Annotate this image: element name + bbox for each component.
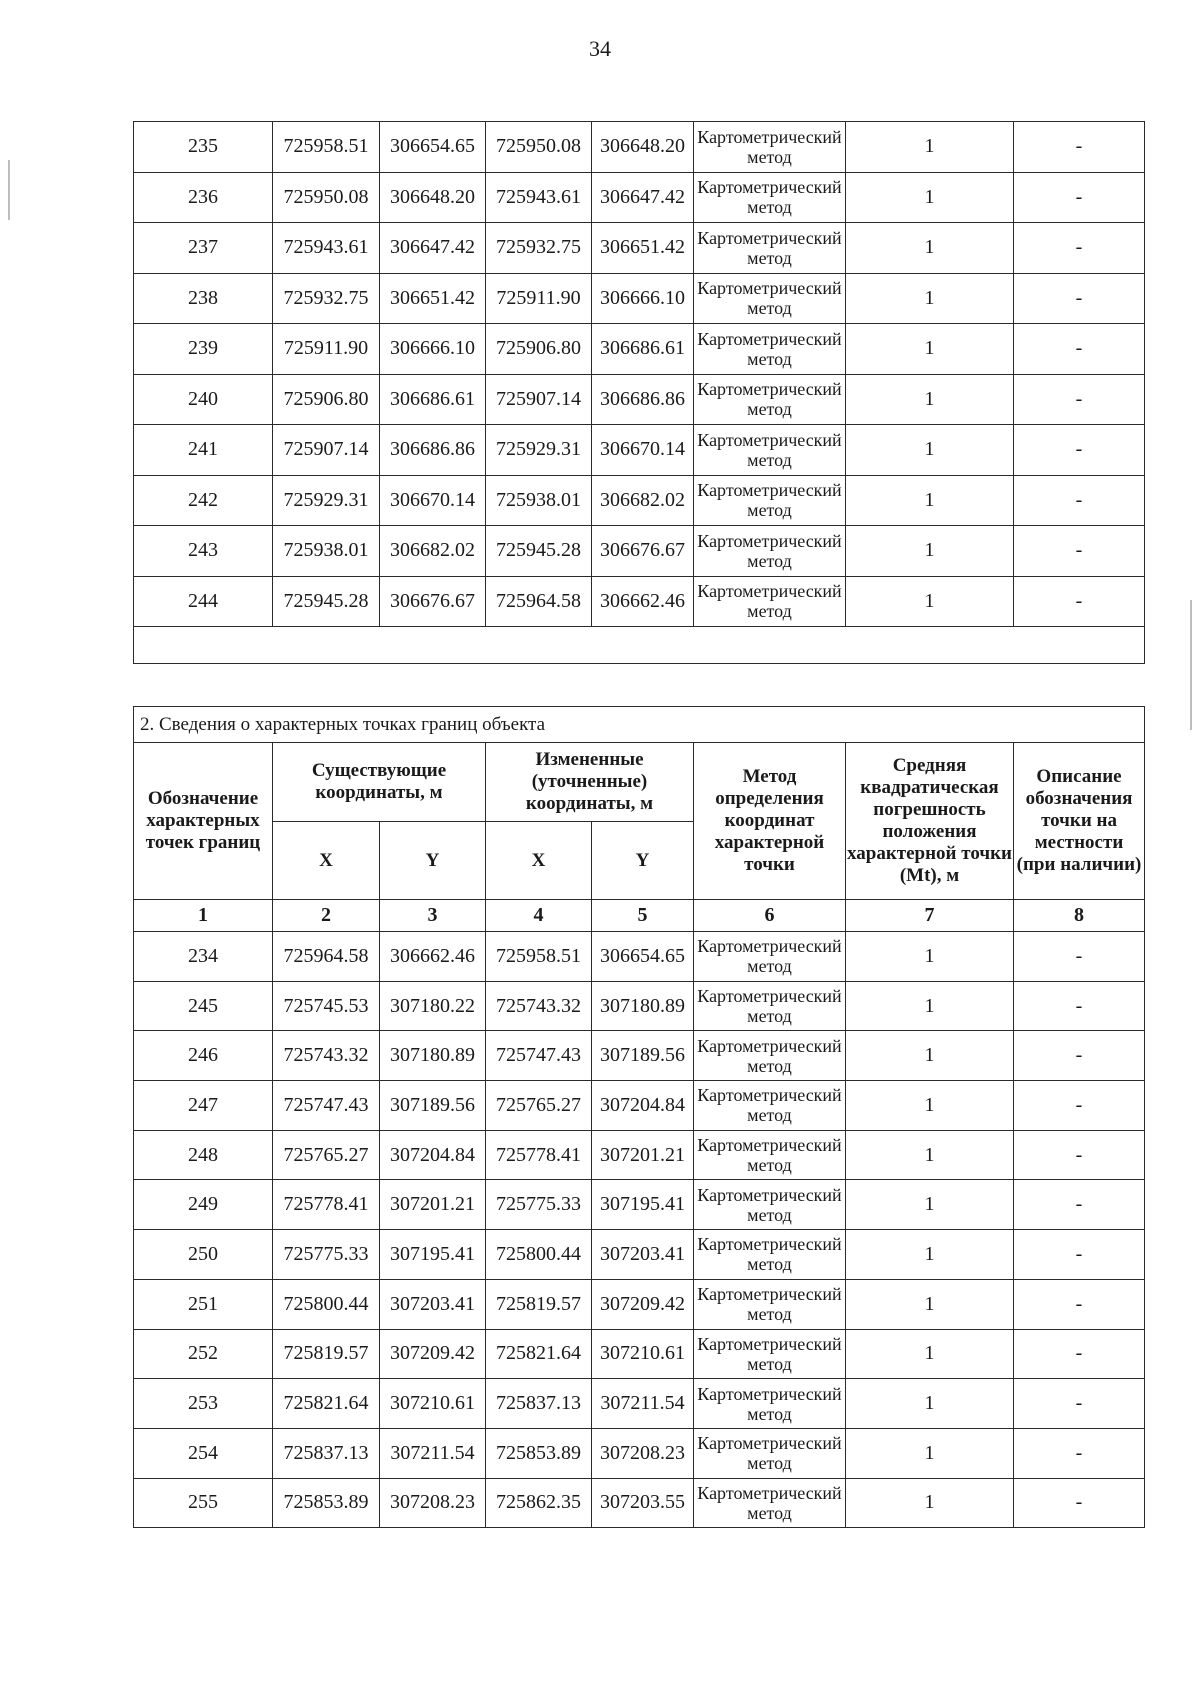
changed-y-cell: 307208.23 [592, 1428, 694, 1478]
existing-y-cell: 307204.84 [380, 1130, 486, 1180]
existing-y-cell: 306676.67 [380, 576, 486, 627]
header-description: Описание обозначения точки на местности (при наличии) [1014, 743, 1145, 900]
table-row [134, 122, 1145, 173]
existing-y-cell: 307210.61 [380, 1379, 486, 1429]
description-cell: - [1014, 1230, 1145, 1280]
changed-x-cell: 725800.44 [486, 1230, 592, 1280]
description-cell: - [1014, 1379, 1145, 1429]
error-cell: 1 [846, 273, 1014, 324]
point-id-cell: 246 [134, 1031, 273, 1081]
error-cell: 1 [846, 1279, 1014, 1329]
existing-y-cell: 306647.42 [380, 223, 486, 274]
existing-y-cell: 306662.46 [380, 932, 486, 982]
error-cell: 1 [846, 475, 1014, 526]
point-id-cell: 238 [134, 273, 273, 324]
changed-y-cell: 307201.21 [592, 1130, 694, 1180]
changed-y-cell: 307195.41 [592, 1180, 694, 1230]
method-cell: Картометрический метод [694, 981, 846, 1031]
changed-y-cell: 306648.20 [592, 122, 694, 173]
error-cell: 1 [846, 1329, 1014, 1379]
changed-y-cell: 306676.67 [592, 526, 694, 577]
changed-y-cell: 307210.61 [592, 1329, 694, 1379]
method-cell: Картометрический метод [694, 1081, 846, 1131]
changed-y-cell: 306647.42 [592, 172, 694, 223]
column-number: 4 [486, 900, 592, 932]
description-cell: - [1014, 526, 1145, 577]
point-id-cell: 236 [134, 172, 273, 223]
method-cell: Картометрический метод [694, 1329, 846, 1379]
table-row [134, 1379, 1145, 1429]
changed-x-cell: 725906.80 [486, 324, 592, 375]
error-cell: 1 [846, 981, 1014, 1031]
existing-y-cell: 306670.14 [380, 475, 486, 526]
error-cell: 1 [846, 932, 1014, 982]
point-id-cell: 249 [134, 1180, 273, 1230]
existing-x-cell: 725765.27 [273, 1130, 380, 1180]
existing-y-cell: 307195.41 [380, 1230, 486, 1280]
description-cell: - [1014, 1180, 1145, 1230]
description-cell: - [1014, 273, 1145, 324]
boundary-points-table-continued [133, 121, 1145, 664]
point-id-cell: 245 [134, 981, 273, 1031]
point-id-cell: 250 [134, 1230, 273, 1280]
description-cell: - [1014, 1081, 1145, 1131]
column-number: 7 [846, 900, 1014, 932]
method-cell: Картометрический метод [694, 1230, 846, 1280]
point-id-cell: 253 [134, 1379, 273, 1429]
changed-x-cell: 725862.35 [486, 1478, 592, 1528]
existing-x-cell: 725747.43 [273, 1081, 380, 1131]
method-cell: Картометрический метод [694, 1031, 846, 1081]
table-row [134, 932, 1145, 982]
point-id-cell: 237 [134, 223, 273, 274]
changed-x-cell: 725775.33 [486, 1180, 592, 1230]
changed-y-cell: 306654.65 [592, 932, 694, 982]
existing-x-cell: 725819.57 [273, 1329, 380, 1379]
existing-x-cell: 725958.51 [273, 122, 380, 173]
existing-y-cell: 307211.54 [380, 1428, 486, 1478]
table-row [134, 475, 1145, 526]
changed-y-cell: 307203.41 [592, 1230, 694, 1280]
error-cell: 1 [846, 1081, 1014, 1131]
existing-x-cell: 725964.58 [273, 932, 380, 982]
changed-x-cell: 725938.01 [486, 475, 592, 526]
existing-x-cell: 725775.33 [273, 1230, 380, 1280]
error-cell: 1 [846, 223, 1014, 274]
description-cell: - [1014, 981, 1145, 1031]
existing-x-cell: 725800.44 [273, 1279, 380, 1329]
method-cell: Картометрический метод [694, 172, 846, 223]
table-row [134, 576, 1145, 627]
table-row [134, 1031, 1145, 1081]
method-cell: Картометрический метод [694, 425, 846, 476]
changed-y-cell: 307204.84 [592, 1081, 694, 1131]
changed-x-cell: 725932.75 [486, 223, 592, 274]
point-id-cell: 243 [134, 526, 273, 577]
changed-x-cell: 725853.89 [486, 1428, 592, 1478]
existing-x-cell: 725945.28 [273, 576, 380, 627]
error-cell: 1 [846, 324, 1014, 375]
method-cell: Картометрический метод [694, 374, 846, 425]
changed-x-cell: 725911.90 [486, 273, 592, 324]
method-cell: Картометрический метод [694, 475, 846, 526]
existing-x-cell: 725907.14 [273, 425, 380, 476]
point-id-cell: 244 [134, 576, 273, 627]
existing-y-cell: 306654.65 [380, 122, 486, 173]
table-row [134, 324, 1145, 375]
method-cell: Картометрический метод [694, 576, 846, 627]
column-number: 5 [592, 900, 694, 932]
method-cell: Картометрический метод [694, 1478, 846, 1528]
method-cell: Картометрический метод [694, 1279, 846, 1329]
existing-x-cell: 725906.80 [273, 374, 380, 425]
existing-x-cell: 725950.08 [273, 172, 380, 223]
changed-y-cell: 307180.89 [592, 981, 694, 1031]
existing-x-cell: 725943.61 [273, 223, 380, 274]
changed-x-cell: 725743.32 [486, 981, 592, 1031]
changed-x-cell: 725765.27 [486, 1081, 592, 1131]
point-id-cell: 255 [134, 1478, 273, 1528]
header-changed-coordinates: Измененные (уточненные) координаты, м [486, 743, 694, 822]
changed-x-cell: 725945.28 [486, 526, 592, 577]
table-row [134, 273, 1145, 324]
table-caption: 2. Сведения о характерных точках границ объекта [134, 707, 1145, 743]
existing-x-cell: 725938.01 [273, 526, 380, 577]
header-method: Метод определения координат характерной точки [694, 743, 846, 900]
existing-y-cell: 306682.02 [380, 526, 486, 577]
description-cell: - [1014, 576, 1145, 627]
changed-x-cell: 725950.08 [486, 122, 592, 173]
point-id-cell: 252 [134, 1329, 273, 1379]
changed-y-cell: 306670.14 [592, 425, 694, 476]
method-cell: Картометрический метод [694, 223, 846, 274]
existing-y-cell: 307180.89 [380, 1031, 486, 1081]
header-existing-x: X [273, 822, 380, 900]
header-designation: Обозначение характерных точек границ [134, 743, 273, 900]
header-error: Средняя квадратическая погрешность положения характерной точки (Mt), м [846, 743, 1014, 900]
existing-x-cell: 725743.32 [273, 1031, 380, 1081]
table-row [134, 1180, 1145, 1230]
table-row [134, 526, 1145, 577]
table-row [134, 1428, 1145, 1478]
existing-y-cell: 307180.22 [380, 981, 486, 1031]
existing-x-cell: 725911.90 [273, 324, 380, 375]
existing-y-cell: 306666.10 [380, 324, 486, 375]
changed-y-cell: 306686.86 [592, 374, 694, 425]
error-cell: 1 [846, 526, 1014, 577]
point-id-cell: 239 [134, 324, 273, 375]
column-number: 2 [273, 900, 380, 932]
existing-x-cell: 725745.53 [273, 981, 380, 1031]
method-cell: Картометрический метод [694, 324, 846, 375]
description-cell: - [1014, 172, 1145, 223]
changed-x-cell: 725778.41 [486, 1130, 592, 1180]
changed-x-cell: 725819.57 [486, 1279, 592, 1329]
method-cell: Картометрический метод [694, 122, 846, 173]
boundary-points-table [133, 706, 1145, 1528]
existing-x-cell: 725837.13 [273, 1428, 380, 1478]
changed-y-cell: 307209.42 [592, 1279, 694, 1329]
scan-margin-mark [1190, 600, 1192, 730]
table2-body [134, 932, 1145, 1528]
point-id-cell: 247 [134, 1081, 273, 1131]
column-number: 1 [134, 900, 273, 932]
table-row [134, 1478, 1145, 1528]
existing-x-cell: 725821.64 [273, 1379, 380, 1429]
changed-x-cell: 725821.64 [486, 1329, 592, 1379]
description-cell: - [1014, 932, 1145, 982]
header-changed-x: X [486, 822, 592, 900]
table-row [134, 1230, 1145, 1280]
point-id-cell: 254 [134, 1428, 273, 1478]
changed-x-cell: 725907.14 [486, 374, 592, 425]
existing-y-cell: 307208.23 [380, 1478, 486, 1528]
method-cell: Картометрический метод [694, 526, 846, 577]
point-id-cell: 240 [134, 374, 273, 425]
description-cell: - [1014, 1279, 1145, 1329]
changed-y-cell: 307203.55 [592, 1478, 694, 1528]
existing-y-cell: 307209.42 [380, 1329, 486, 1379]
description-cell: - [1014, 425, 1145, 476]
existing-y-cell: 306651.42 [380, 273, 486, 324]
existing-y-cell: 306686.61 [380, 374, 486, 425]
description-cell: - [1014, 1031, 1145, 1081]
error-cell: 1 [846, 425, 1014, 476]
changed-x-cell: 725958.51 [486, 932, 592, 982]
error-cell: 1 [846, 1478, 1014, 1528]
error-cell: 1 [846, 1031, 1014, 1081]
table-row [134, 223, 1145, 274]
changed-y-cell: 306682.02 [592, 475, 694, 526]
existing-y-cell: 306648.20 [380, 172, 486, 223]
error-cell: 1 [846, 172, 1014, 223]
error-cell: 1 [846, 1428, 1014, 1478]
existing-y-cell: 307203.41 [380, 1279, 486, 1329]
changed-x-cell: 725747.43 [486, 1031, 592, 1081]
description-cell: - [1014, 1329, 1145, 1379]
point-id-cell: 234 [134, 932, 273, 982]
error-cell: 1 [846, 1130, 1014, 1180]
existing-y-cell: 307201.21 [380, 1180, 486, 1230]
error-cell: 1 [846, 122, 1014, 173]
method-cell: Картометрический метод [694, 932, 846, 982]
existing-x-cell: 725929.31 [273, 475, 380, 526]
existing-y-cell: 306686.86 [380, 425, 486, 476]
changed-y-cell: 306651.42 [592, 223, 694, 274]
table-row [134, 425, 1145, 476]
scan-margin-mark [8, 160, 10, 220]
error-cell: 1 [846, 1230, 1014, 1280]
table-row [134, 981, 1145, 1031]
existing-x-cell: 725778.41 [273, 1180, 380, 1230]
method-cell: Картометрический метод [694, 1180, 846, 1230]
method-cell: Картометрический метод [694, 273, 846, 324]
point-id-cell: 242 [134, 475, 273, 526]
method-cell: Картометрический метод [694, 1130, 846, 1180]
description-cell: - [1014, 1130, 1145, 1180]
description-cell: - [1014, 324, 1145, 375]
point-id-cell: 235 [134, 122, 273, 173]
changed-x-cell: 725929.31 [486, 425, 592, 476]
error-cell: 1 [846, 374, 1014, 425]
existing-x-cell: 725853.89 [273, 1478, 380, 1528]
empty-row [134, 627, 1145, 664]
error-cell: 1 [846, 1180, 1014, 1230]
method-cell: Картометрический метод [694, 1379, 846, 1429]
point-id-cell: 241 [134, 425, 273, 476]
changed-y-cell: 306666.10 [592, 273, 694, 324]
header-changed-y: Y [592, 822, 694, 900]
description-cell: - [1014, 475, 1145, 526]
header-existing-coordinates: Существующие координаты, м [273, 743, 486, 822]
table-row [134, 1279, 1145, 1329]
changed-y-cell: 307189.56 [592, 1031, 694, 1081]
description-cell: - [1014, 122, 1145, 173]
column-number: 6 [694, 900, 846, 932]
error-cell: 1 [846, 576, 1014, 627]
column-number: 8 [1014, 900, 1145, 932]
description-cell: - [1014, 223, 1145, 274]
description-cell: - [1014, 1428, 1145, 1478]
empty-cell [134, 627, 1145, 664]
point-id-cell: 248 [134, 1130, 273, 1180]
page-number: 34 [589, 36, 611, 61]
method-cell: Картометрический метод [694, 1428, 846, 1478]
changed-x-cell: 725943.61 [486, 172, 592, 223]
changed-y-cell: 306686.61 [592, 324, 694, 375]
changed-y-cell: 307211.54 [592, 1379, 694, 1429]
changed-x-cell: 725837.13 [486, 1379, 592, 1429]
changed-y-cell: 306662.46 [592, 576, 694, 627]
table-row [134, 1329, 1145, 1379]
header-existing-y: Y [380, 822, 486, 900]
existing-y-cell: 307189.56 [380, 1081, 486, 1131]
column-number: 3 [380, 900, 486, 932]
error-cell: 1 [846, 1379, 1014, 1429]
description-cell: - [1014, 1478, 1145, 1528]
existing-x-cell: 725932.75 [273, 273, 380, 324]
changed-x-cell: 725964.58 [486, 576, 592, 627]
description-cell: - [1014, 374, 1145, 425]
table-row [134, 1081, 1145, 1131]
table1-body [134, 122, 1145, 664]
point-id-cell: 251 [134, 1279, 273, 1329]
table-row [134, 374, 1145, 425]
table-row [134, 172, 1145, 223]
table-row [134, 1130, 1145, 1180]
